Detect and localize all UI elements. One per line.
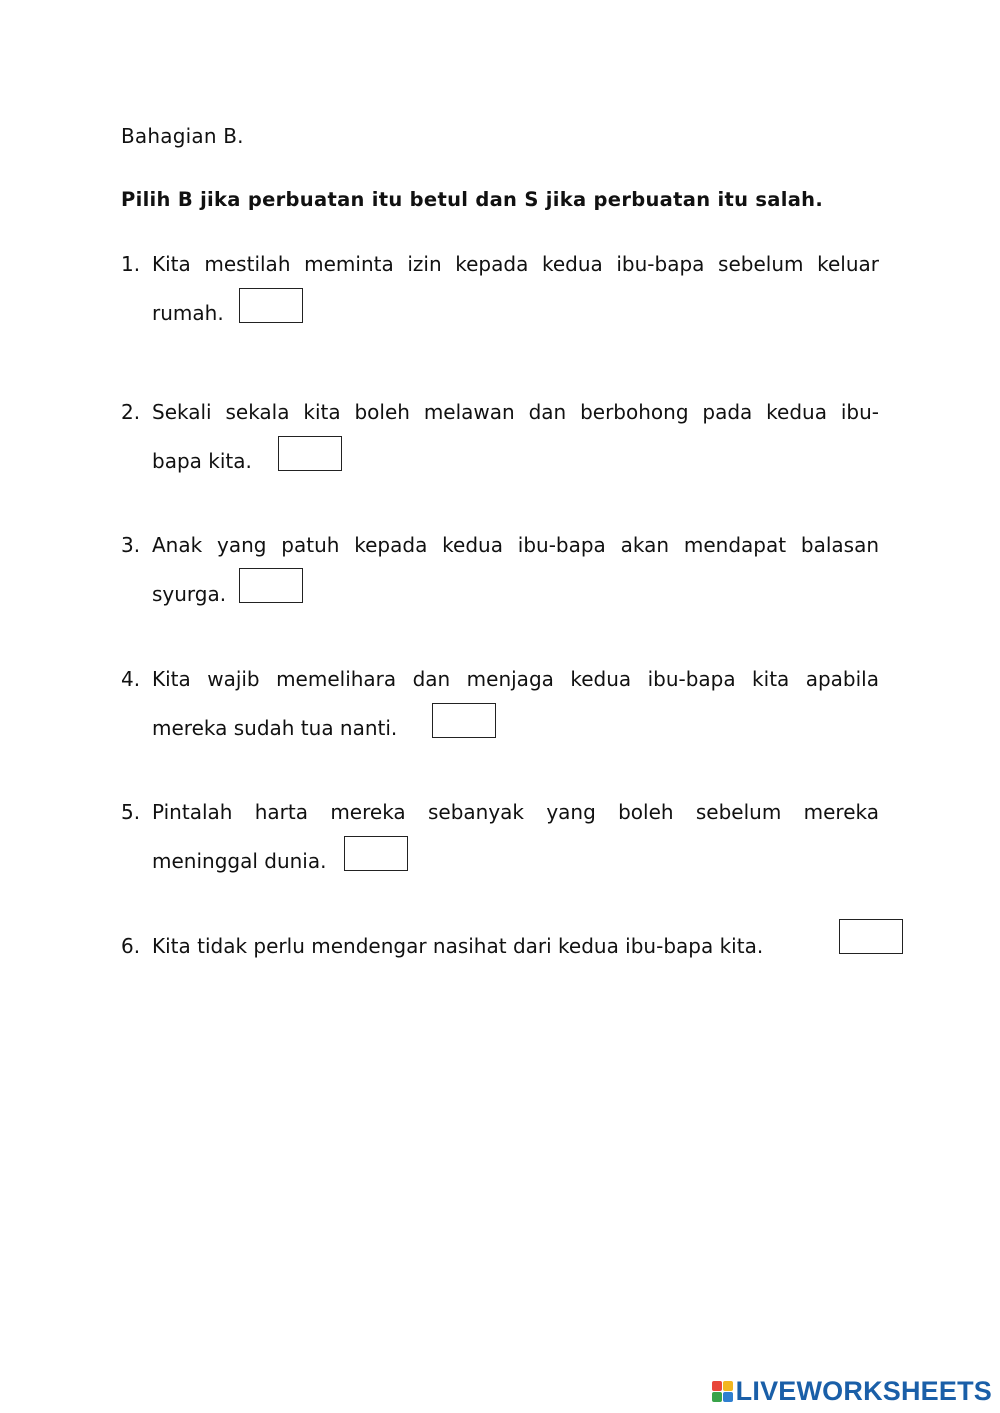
question-text: Kita mestilah meminta izin kepada kedua ibu-bapa sebelum keluar <box>152 252 879 276</box>
question-text: Pintalah harta mereka sebanyak yang boleh sebelum mereka <box>152 800 879 824</box>
logo-square-yellow <box>723 1381 733 1391</box>
logo-square-red <box>712 1381 722 1391</box>
question-text: Kita wajib memelihara dan menjaga kedua ibu-bapa kita apabila <box>152 667 879 691</box>
question-number: 1. <box>121 252 141 276</box>
question-item <box>121 252 879 350</box>
answer-box[interactable] <box>344 836 408 871</box>
question-text: Sekali sekala kita boleh melawan dan berbohong pada kedua ibu- <box>152 400 879 424</box>
question-number: 4. <box>121 667 141 691</box>
question-item <box>121 400 879 498</box>
question-item <box>121 800 879 898</box>
answer-box[interactable] <box>839 919 903 954</box>
question-text: Anak yang patuh kepada kedua ibu-bapa akan mendapat balasan <box>152 533 879 557</box>
question-item <box>121 667 879 765</box>
question-number: 2. <box>121 400 141 424</box>
question-text-continued: rumah. <box>152 301 224 325</box>
question-text: Kita tidak perlu mendengar nasihat dari kedua ibu-bapa kita. <box>152 934 764 958</box>
section-title: Bahagian B. <box>121 124 244 148</box>
question-number: 3. <box>121 533 141 557</box>
answer-box[interactable] <box>239 568 303 603</box>
liveworksheets-logo[interactable] <box>712 1376 992 1407</box>
logo-text: LIVEWORKSHEETS <box>735 1376 992 1406</box>
question-item <box>121 533 879 631</box>
question-number: 5. <box>121 800 141 824</box>
logo-square-blue <box>723 1392 733 1402</box>
answer-box[interactable] <box>278 436 342 471</box>
logo-square-green <box>712 1392 722 1402</box>
answer-box[interactable] <box>239 288 303 323</box>
question-text-continued: bapa kita. <box>152 449 252 473</box>
question-number: 6. <box>121 934 141 958</box>
answer-box[interactable] <box>432 703 496 738</box>
question-text-continued: mereka sudah tua nanti. <box>152 716 398 740</box>
logo-icon <box>712 1381 733 1402</box>
instruction-text: Pilih B jika perbuatan itu betul dan S jika perbuatan itu salah. <box>121 188 824 211</box>
question-text-continued: syurga. <box>152 582 227 606</box>
question-item <box>121 934 879 983</box>
question-text-continued: meninggal dunia. <box>152 849 327 873</box>
